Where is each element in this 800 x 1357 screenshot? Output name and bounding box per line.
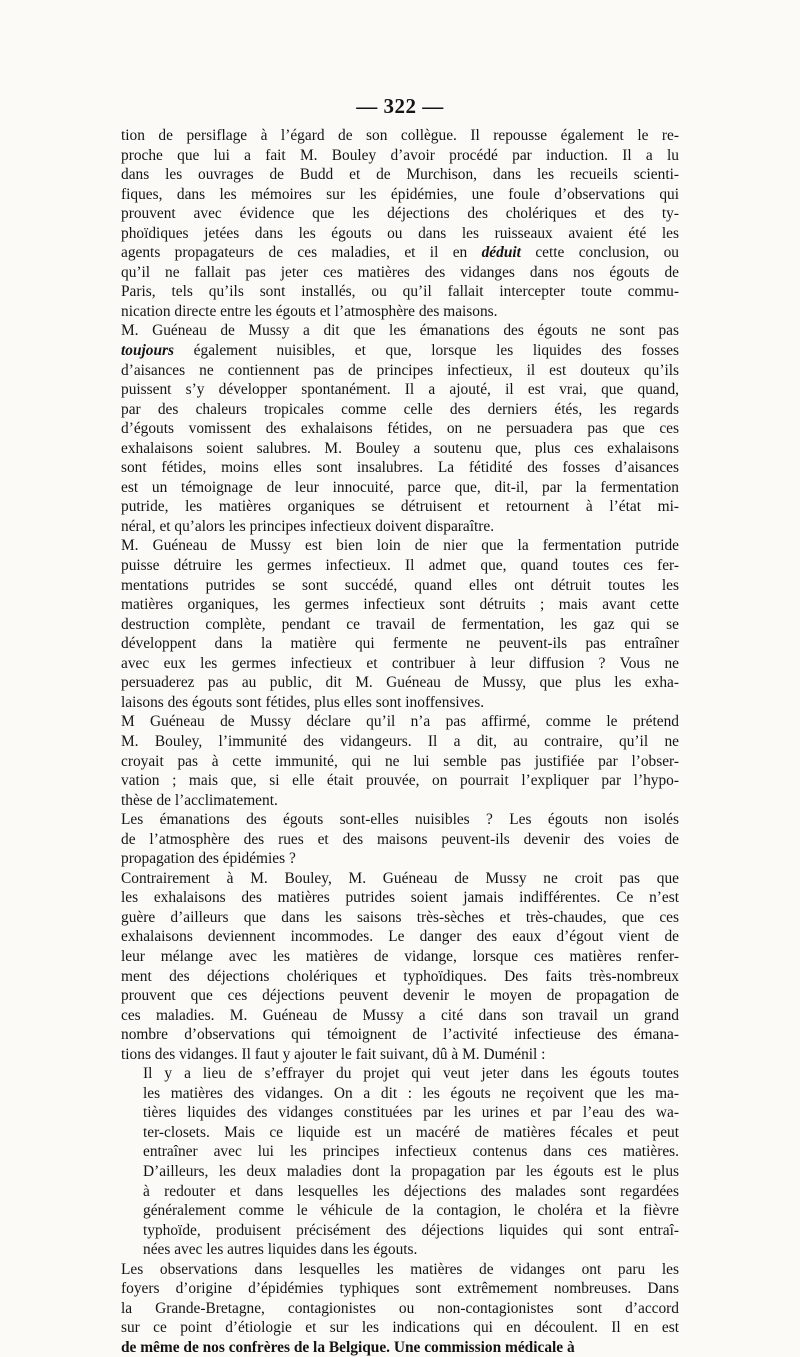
text-line: laisons des égouts sont fétides, plus elles sont inoffensives. (121, 693, 485, 711)
text-line: Il y a lieu de s’effrayer du projet qui veut jeter dans les égouts toutes (143, 1065, 679, 1083)
body-text (121, 126, 679, 1357)
text-line: proche que lui a fait M. Bouley d’avoir procédé par induction. Il a lu (121, 146, 679, 164)
text-line: Les émanations des égouts sont-elles nuisibles ? Les égouts non isolés (121, 811, 679, 829)
text-line: prouvent avec évidence que les déjections des cholériques et des ty- (121, 205, 679, 223)
text-line: nées avec les autres liquides dans les égouts. (143, 1241, 418, 1259)
text-line: thèse de l’acclimatement. (121, 791, 278, 809)
text-line: vation ; mais que, si elle était prouvée, on pourrait l’expliquer par l’hypo- (121, 772, 679, 790)
page-number: — 322 — (356, 94, 444, 118)
text-line: typhoïde, produisent précisément des déjections liquides qui sont entraî- (143, 1221, 679, 1239)
text-line: exhalaisons deviennent incommodes. Le danger des eaux d’égout vient de (121, 928, 679, 946)
text-line: M. Bouley, l’immunité des vidangeurs. Il a dit, au contraire, qu’il ne (121, 732, 679, 750)
text-line: nication directe entre les égouts et l’atmosphère des maisons. (121, 302, 498, 320)
text-line: est un témoignage de leur innocuité, parce que, dit-il, par la fermentation (121, 478, 679, 496)
text-line: puissent s’y développer spontanément. Il a ajouté, il est vrai, que quand, (121, 381, 679, 399)
text-line: ces maladies. M. Guéneau de Mussy a cité dans son travail un grand (121, 1006, 679, 1024)
text-line: destruction complète, pendant ce travail de fermentation, les gaz qui se (121, 615, 679, 633)
text-line: D’ailleurs, les deux maladies dont la propagation par les égouts est le plus (143, 1162, 679, 1180)
text-line: de même de nos confrères de la Belgique. Une commission médicale à (121, 1338, 575, 1356)
text-line: par des chaleurs tropicales comme celle des derniers étés, les regards (121, 400, 679, 418)
text-line: tières liquides des vidanges constituées par les urines et par l’eau des wa- (143, 1104, 679, 1122)
text-line: Paris, tels qu’ils sont installés, ou qu’il fallait intercepter toute commu- (121, 283, 679, 301)
text-line: avec eux les germes infectieux et contribuer à leur diffusion ? Vous ne (121, 654, 679, 672)
text-line: ment des déjections cholériques et typhoïdiques. Des faits très-nombreux (121, 967, 679, 985)
text-line: phoïdiques jetées dans les égouts ou dans les ruisseaux avaient été les (121, 224, 679, 242)
text-line: persuaderez pas au public, dit M. Guéneau de Mussy, que plus les exha- (121, 674, 679, 692)
text-line: mentations putrides se sont succédé, quand elles ont détruit toutes les (121, 576, 679, 594)
text-line: développent dans la matière qui fermente ne peuvent-ils pas entraîner (121, 635, 679, 653)
text-line: qu’il ne fallait pas jeter ces matières des vidanges dans nos égouts de (121, 263, 679, 281)
text-line: guère d’ailleurs que dans les saisons très-sèches et très-chaudes, que ces (121, 908, 679, 926)
text-line: dans les ouvrages de Budd et de Murchison, dans les recueils scienti- (121, 166, 679, 184)
text-line: entraîner avec lui les principes infectieux contenus dans ces matières. (143, 1143, 679, 1161)
text-line: sur ce point d’étiologie et sur les indications qui en découlent. Il en est (121, 1319, 679, 1337)
text-line: Contrairement à M. Bouley, M. Guéneau de Mussy ne croit pas que (121, 869, 679, 887)
text-line: nombre d’observations qui témoignent de l’activité infectieuse des émana- (121, 1026, 679, 1044)
text-line: leur mélange avec les matières de vidange, lorsque ces matières renfer- (121, 947, 679, 965)
text-line: toujours également nuisibles, et que, lorsque les liquides des fosses (121, 342, 679, 360)
text-line: de l’atmosphère des rues et des maisons peuvent-ils devenir des voies de (121, 830, 679, 848)
text-line: la Grande-Bretagne, contagionistes ou non-contagionistes sont d’accord (121, 1299, 679, 1317)
text-line: M. Guéneau de Mussy est bien loin de nier que la fermentation putride (121, 537, 679, 555)
text-line: à redouter et dans lesquelles les déjections des malades sont regardées (143, 1182, 679, 1200)
text-line: les matières des vidanges. On a dit : les égouts ne reçoivent que les ma- (143, 1084, 679, 1102)
text-line: propagation des épidémies ? (121, 850, 296, 868)
text-line: puisse détruire les germes infectieux. Il admet que, quand toutes ces fer- (121, 557, 679, 575)
text-line: sont fétides, moins elles sont insalubres. La fétidité des fosses d’aisances (121, 459, 679, 477)
text-line: putride, les matières organiques se détruisent et retournent à l’état mi- (121, 498, 679, 516)
text-line: généralement comme le véhicule de la contagion, le choléra et la fièvre (143, 1202, 679, 1220)
text-line: M Guéneau de Mussy déclare qu’il n’a pas affirmé, comme le prétend (121, 713, 679, 731)
text-line: ter-closets. Mais ce liquide est un macéré de matières fécales et peut (143, 1123, 679, 1141)
text-line: exhalaisons soient salubres. M. Bouley a soutenu que, plus ces exhalaisons (121, 439, 679, 457)
text-line: fiques, dans les mémoires sur les épidémies, une foule d’observations qui (121, 185, 679, 203)
text-line: tion de persiflage à l’égard de son collègue. Il repousse également le re- (121, 127, 679, 144)
text-line: matières organiques, les germes infectieux sont détruits ; mais avant cette (121, 596, 679, 614)
text-line: croyait pas à cette immunité, qui ne lui semble pas justifiée par l’obser- (121, 752, 679, 770)
text-line: prouvent que ces déjections peuvent devenir le moyen de propagation de (121, 987, 679, 1005)
text-line: agents propagateurs de ces maladies, et il en déduit cette conclusion, ou (121, 244, 679, 262)
text-line: néral, et qu’alors les principes infectieux doivent disparaître. (121, 517, 495, 535)
text-line: tions des vidanges. Il faut y ajouter le fait suivant, dû à M. Duménil : (121, 1045, 546, 1063)
text-line: M. Guéneau de Mussy a dit que les émanations des égouts ne sont pas (121, 322, 679, 340)
text-line: Les observations dans lesquelles les matières de vidanges ont paru les (121, 1260, 679, 1278)
text-line: les exhalaisons des matières putrides soient jamais indifférentes. Ce n’est (121, 889, 679, 907)
text-line: foyers d’origine d’épidémies typhiques sont extrêmement nombreuses. Dans (121, 1280, 679, 1298)
text-line: d’aisances ne contiennent pas de principes infectieux, il est douteux qu’ils (121, 361, 679, 379)
text-line: d’égouts vomissent des exhalaisons fétides, on ne persuadera pas que ces (121, 420, 679, 438)
